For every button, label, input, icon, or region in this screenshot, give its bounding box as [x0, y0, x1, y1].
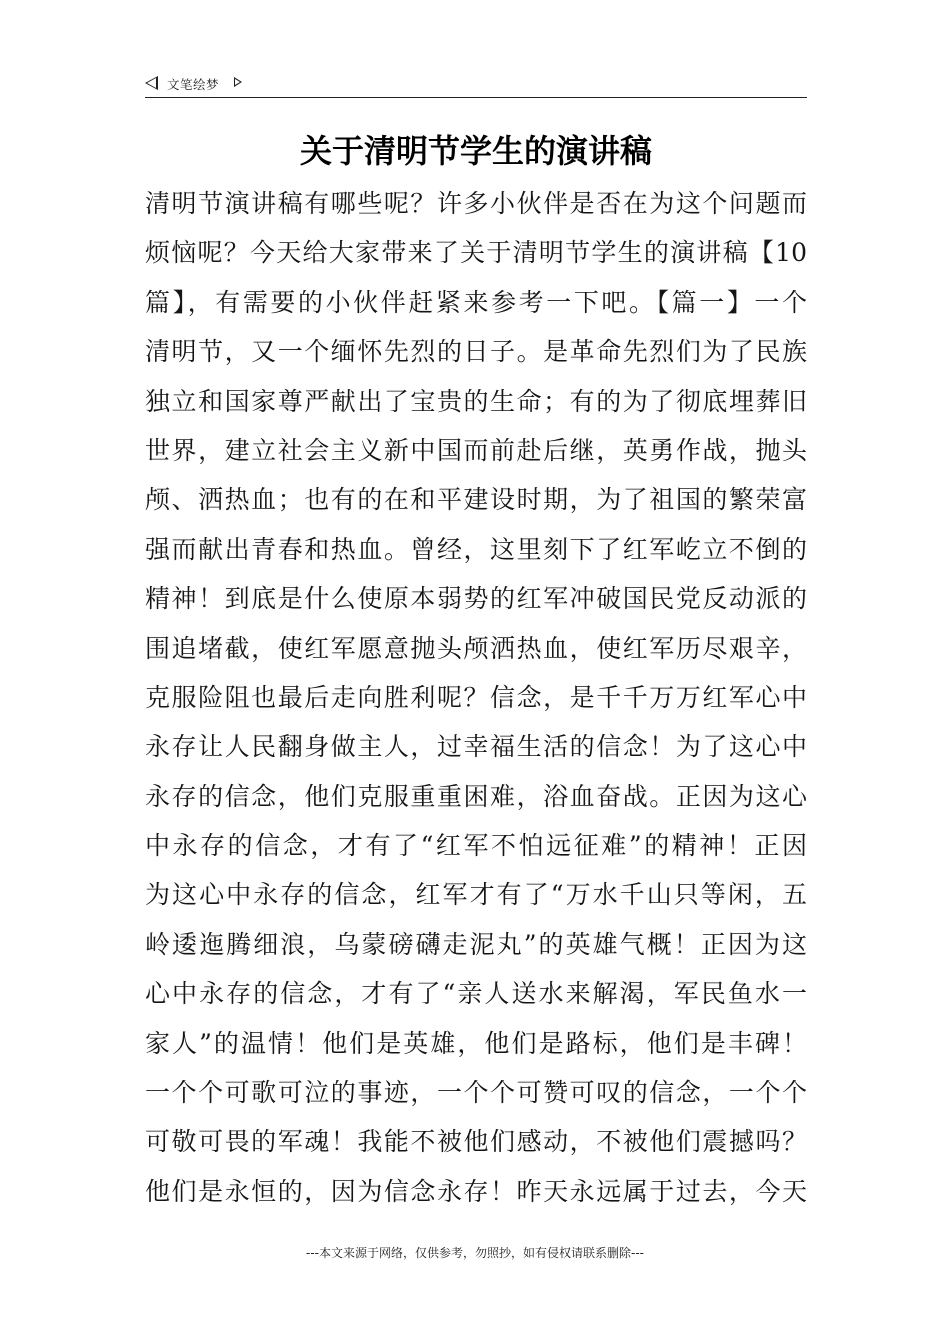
body-line: 家人”的温情！他们是英雄，他们是路标，他们是丰碑！: [145, 1028, 807, 1058]
body-line: 永存的信念，他们克服重重困难，浴血奋战。正因为这心: [145, 781, 807, 811]
body-line: 独立和国家尊严献出了宝贵的生命；有的为了彻底埋葬旧: [145, 386, 807, 416]
document-title: 关于清明节学生的演讲稿: [299, 132, 652, 170]
body-line: 围追堵截，使红军愿意抛头颅洒热血，使红军历尽艰辛，: [145, 633, 807, 663]
body-line: 他们是永恒的，因为信念永存！昨天永远属于过去，今天: [145, 1176, 807, 1206]
body-line: 可敬可畏的军魂！我能不被他们感动，不被他们震撼吗？: [145, 1127, 807, 1157]
body-line: 颅、洒热血；也有的在和平建设时期，为了祖国的繁荣富: [145, 485, 807, 515]
body-line: 一个个可歌可泣的事迹，一个个可赞可叹的信念，一个个: [145, 1078, 807, 1108]
page-header: [145, 72, 807, 98]
body-line: 清明节，又一个缅怀先烈的日子。是革命先烈们为了民族: [145, 337, 807, 367]
body-line: 心中永存的信念，才有了“亲人送水来解渴，军民鱼水一: [145, 979, 807, 1009]
body-line: 烦恼呢？今天给大家带来了关于清明节学生的演讲稿【10: [145, 238, 807, 268]
right-triangle-icon: [234, 77, 242, 87]
body-line: 永存让人民翻身做主人，过幸福生活的信念！为了这心中: [145, 732, 807, 762]
document-body: [145, 179, 807, 1216]
body-line: 中永存的信念，才有了“红军不怕远征难”的精神！正因: [145, 831, 807, 861]
body-line: 为这心中永存的信念，红军才有了“万水千山只等闲，五: [145, 880, 807, 910]
page-footer: ---本文来源于网络，仅供参考，勿照抄，如有侵权请联系删除---: [306, 1246, 644, 1260]
body-line: 克服险阻也最后走向胜利呢？信念，是千千万万红军心中: [145, 682, 807, 712]
header-brand: 文笔绘梦: [167, 77, 220, 92]
header-divider: [145, 97, 807, 98]
body-line: 精神！到底是什么使原本弱势的红军冲破国民党反动派的: [145, 584, 807, 614]
body-line: 清明节演讲稿有哪些呢？许多小伙伴是否在为这个问题而: [145, 189, 807, 218]
body-line: 岭逶迤腾细浪，乌蒙磅礴走泥丸”的英雄气概！正因为这: [145, 929, 807, 959]
body-line: 篇】，有需要的小伙伴赶紧来参考一下吧。【篇一】一个: [145, 287, 807, 317]
body-line: 强而献出青春和热血。曾经，这里刻下了红军屹立不倒的: [145, 534, 807, 564]
left-triangle-icon: [145, 76, 158, 90]
body-line: 世界，建立社会主义新中国而前赴后继，英勇作战，抛头: [145, 435, 807, 465]
